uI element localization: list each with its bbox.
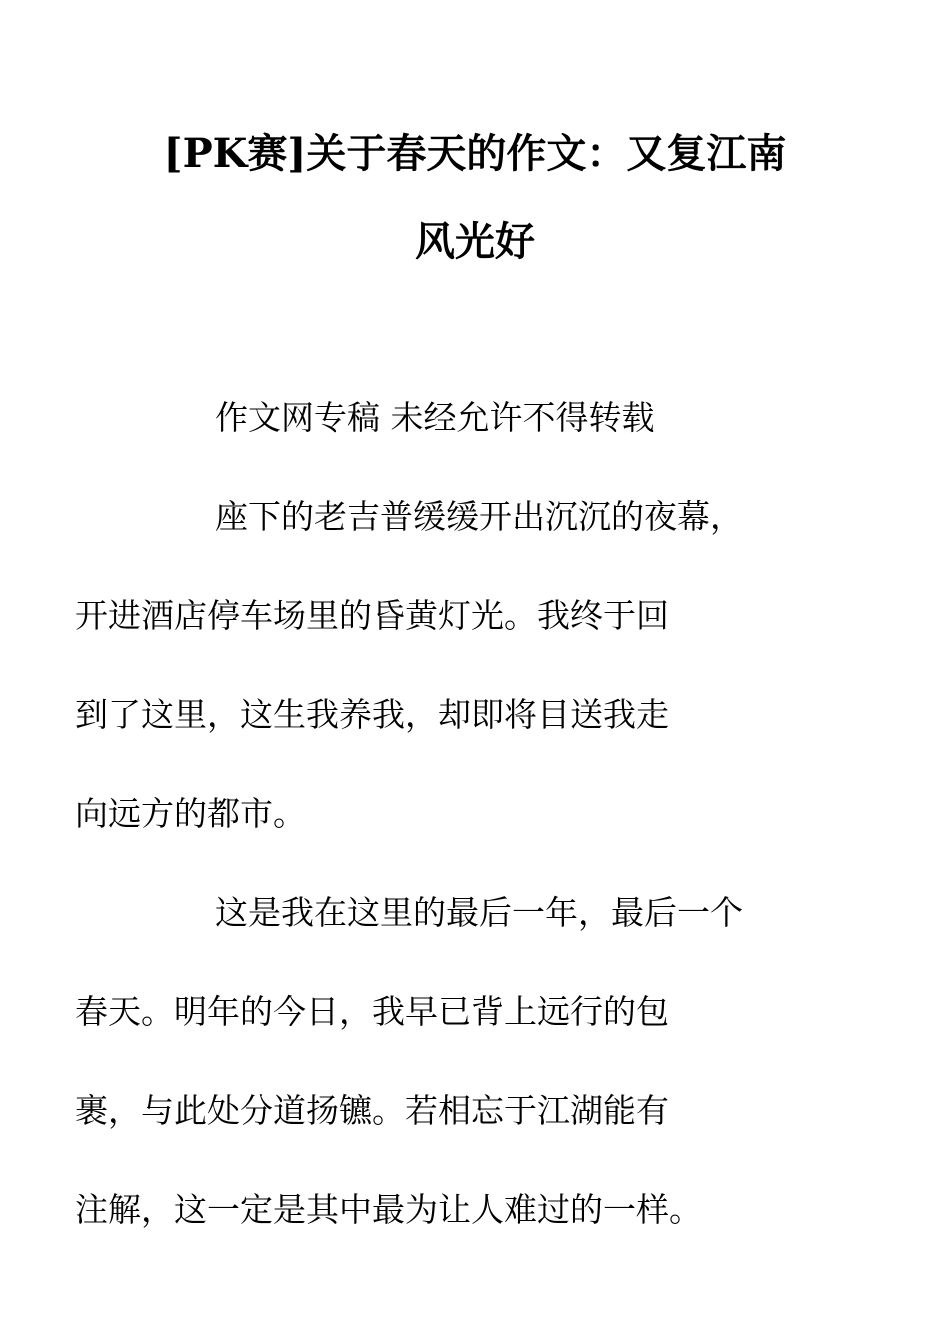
document-body xyxy=(75,368,805,1259)
title-line-2: 风光好 xyxy=(415,218,535,265)
source-note-text: 作文网专稿 未经允许不得转载 xyxy=(215,398,655,437)
paragraph-1-line-3: 到了这里，这生我养我，却即将目送我走 xyxy=(75,695,669,734)
source-note xyxy=(145,368,805,467)
paragraph-2-line-4: 注解，这一定是其中最为让人难过的一样。 xyxy=(75,1190,702,1229)
title-line-1: [PK赛]关于春天的作文：又复江南 xyxy=(163,130,787,177)
paragraph-1-line-2: 开进酒店停车场里的昏黄灯光。我终于回 xyxy=(75,596,669,635)
paragraph-1 xyxy=(75,467,805,863)
paragraph-2 xyxy=(75,863,805,1259)
paragraph-2-line-2: 春天。明年的今日，我早已背上远行的包 xyxy=(75,992,669,1031)
paragraph-1-line-4: 向远方的都市。 xyxy=(75,794,306,833)
paragraph-1-line-1: 座下的老吉普缓缓开出沉沉的夜幕， xyxy=(215,497,743,536)
paragraph-2-line-1: 这是我在这里的最后一年，最后一个 xyxy=(215,893,743,932)
document-title xyxy=(145,110,805,286)
paragraph-2-line-3: 裹，与此处分道扬镳。若相忘于江湖能有 xyxy=(75,1091,669,1130)
